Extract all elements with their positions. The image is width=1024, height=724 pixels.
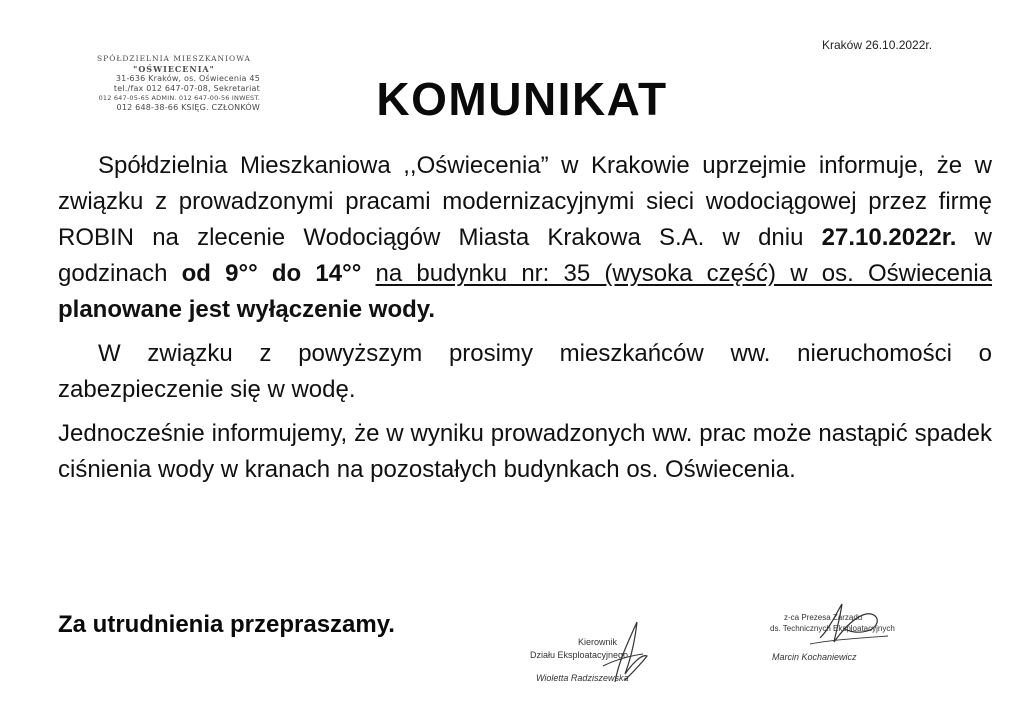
date-line: Kraków 26.10.2022r. [822,38,933,52]
paragraph-main [58,148,992,328]
stamp-org-type: SPÓŁDZIELNIA MIESZKANIOWA [97,54,251,63]
spacer-text [361,260,375,287]
shutoff-statement: planowane jest wyłączenie wody. [58,296,436,323]
paragraph-main-hours-lead: w godzinach [58,224,993,287]
stamp-phone-admin: 012 647-05-65 ADMIN. 012 647-00-56 INWEST. [98,94,260,102]
shutoff-date: 27.10.2022r. [821,224,957,251]
stamp-address: 31-636 Kraków, os. Oświecenia 45 [115,74,260,83]
paragraph-request: W związku z powyższym prosimy mieszkańców ww. nieruchomości o zabezpieczenie się w wodę. [58,340,992,403]
signature-left-name: Wioletta Radziszewska [536,673,629,683]
signature-left-role: Kierownik [578,637,618,647]
signature-right-role: z-ca Prezesa Zarządu [784,613,863,622]
closing-apology: Za utrudnienia przepraszamy. [58,611,395,638]
notice-title: KOMUNIKAT [376,73,668,125]
signature-left-department: Działu Eksploatacyjnego [530,650,629,660]
paragraph-pressure-info: Jednocześnie informujemy, że w wyniku prowadzonych ww. prac może nastąpić spadek ciśnienia wody w kranach na pozostałych budynkach os. Oświecenia. [58,420,992,483]
notice-body [58,148,992,488]
shutoff-location: na budynku nr: 35 (wysoka część) w os. Oświecenia [375,260,992,287]
stamp-phone-secretariat: tel./fax 012 647-07-08, Sekretariat [113,84,260,93]
paragraph-main-intro: Spółdzielnia Mieszkaniowa ,,Oświecenia” w Krakowie uprzejmie informuje, że w związku z prowadzonymi pracami modernizacyjnymi sieci wodociągowej przez firmę ROBIN na zlecenie Wodociągów Miasta Krakowa S.A. w dniu [58,152,992,251]
stamp-phone-accounting: 012 648-38-66 KSIĘG. CZŁONKÓW [116,102,260,112]
signature-block-right [770,612,920,663]
signature-block-left [530,636,670,685]
signature-right-department: ds. Technicznych Eksploatacyjnych [770,624,895,633]
stamp-org-name: "OŚWIECENIA" [133,64,215,74]
shutoff-hours: od 9°° do 14°° [181,260,362,287]
signature-right-name: Marcin Kochaniewicz [772,652,857,662]
